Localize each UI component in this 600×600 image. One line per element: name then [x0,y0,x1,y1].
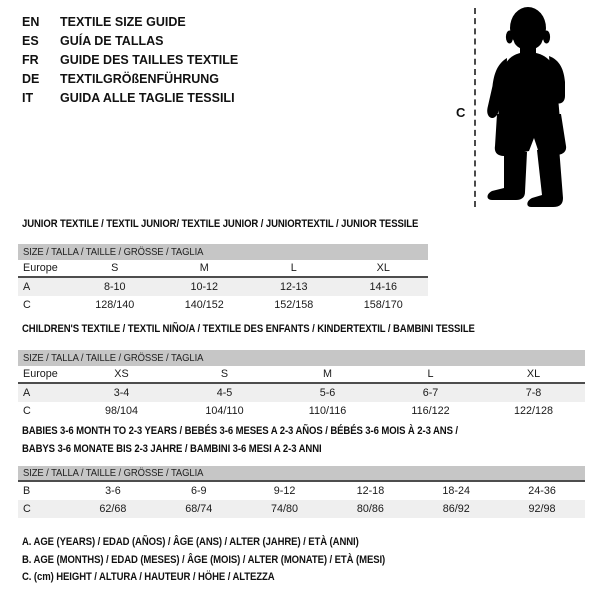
height-cell: 116/122 [411,405,450,417]
row-label: Europe [23,262,58,274]
age-cell: 3-4 [113,387,130,399]
height-cell: 62/68 [99,503,127,515]
language-code: DE [22,72,40,87]
babies-size-table [18,466,585,518]
age-cell: 6-9 [190,485,207,497]
size-header-text: SIZE / TALLA / TAILLE / GRÖSSE / TAGLIA [23,246,204,258]
size-cell: M [199,262,209,274]
age-cell: 5-6 [319,387,336,399]
language-row-fr [22,50,238,69]
language-row-en [22,12,238,31]
height-cell: 92/98 [528,503,556,515]
table-row-age [18,278,428,296]
footnote-text: C. (cm) HEIGHT / ALTURA / HAUTEUR / HÖHE / ALTEZZA [22,571,275,583]
row-label: A [23,281,31,293]
children-size-table [18,350,585,420]
section-heading-babies [22,422,506,458]
language-code: FR [22,52,39,67]
age-cell: 9-12 [273,485,296,497]
size-cell: XL [526,368,541,380]
size-cell: XL [376,262,390,274]
height-cell: 152/158 [274,299,314,311]
size-cell: L [427,368,434,380]
language-title: GUIDA ALLE TAGLIE TESSILI [60,91,235,106]
language-row-it [22,89,238,108]
height-cell: 110/116 [308,405,347,417]
age-cell: 18-24 [442,485,471,497]
height-cell: 158/170 [363,299,403,311]
size-header-text: SIZE / TALLA / TAILLE / GRÖSSE / TAGLIA [23,352,204,364]
toddler-silhouette-icon [482,0,600,210]
section-heading-junior [22,215,462,233]
size-cell: XS [114,368,129,380]
age-cell: 6-7 [422,387,439,399]
language-code: EN [22,14,40,29]
language-title: TEXTILGRÖßENFÜHRUNG [60,72,220,87]
age-cell: 3-6 [105,485,121,497]
heading-text: JUNIOR TEXTILE / TEXTIL JUNIOR/ TEXTILE JUNIOR / JUNIORTEXTIL / JUNIOR TESSILE [22,218,419,230]
height-cell: 80/86 [356,503,384,515]
age-cell: 24-36 [528,485,556,497]
size-table-header [18,466,585,482]
table-row-height [18,500,585,518]
language-row-de [22,70,238,89]
size-cell: S [220,368,229,380]
age-cell: 4-5 [216,387,233,399]
row-label: B [23,485,31,497]
language-title: GUÍA DE TALLAS [60,33,164,48]
size-header-text: SIZE / TALLA / TAILLE / GRÖSSE / TAGLIA [23,467,204,479]
language-list [22,12,238,108]
row-label: Europe [23,368,58,380]
age-cell: 12-18 [356,485,385,497]
height-cell: 128/140 [95,299,135,311]
size-cell: L [290,262,297,274]
heading-text: BABYS 3-6 MONATE BIS 2-3 JAHRE / BAMBINI 3-6 MESI A 2-3 ANNI [22,443,322,455]
row-label: A [23,387,31,399]
height-dashed-line [474,8,476,207]
table-row-height [18,296,428,314]
size-table-header [18,350,585,366]
age-cell: 12-13 [279,281,308,293]
junior-size-table [18,244,428,314]
table-row-europe [18,260,428,278]
height-cell: 104/110 [205,405,244,417]
height-cell: 140/152 [184,299,224,311]
height-cell: 122/128 [513,405,554,417]
footnote-height-cm [22,569,426,587]
height-cell: 98/104 [104,405,139,417]
footnote-age-months [22,552,426,570]
age-cell: 8-10 [103,281,126,293]
size-cell: S [111,262,119,274]
heading-text: BABIES 3-6 MONTH TO 2-3 YEARS / BEBÉS 3-6 MESES A 2-3 AÑOS / BÉBÉS 3-6 MOIS À 2-3 ANS / [22,425,458,437]
language-code: ES [22,33,39,48]
table-row-age-months [18,482,585,500]
row-label: C [23,299,31,311]
footnote-text: A. AGE (YEARS) / EDAD (AÑOS) / ÂGE (ANS) / ALTER (JAHRE) / ETÀ (ANNI) [22,536,359,548]
footnotes [22,534,426,587]
size-table-header [18,244,428,260]
row-label: C [23,405,31,417]
footnote-text: B. AGE (MONTHS) / EDAD (MESES) / ÂGE (MOIS) / ALTER (MONATE) / ETÀ (MESI) [22,553,386,566]
footnote-age-years [22,534,426,552]
section-heading-children [22,320,525,338]
table-row-europe [18,366,585,384]
height-measure-label: C [456,105,466,120]
height-cell: 68/74 [185,503,213,515]
table-row-height [18,402,585,420]
row-label: C [23,503,31,515]
age-cell: 14-16 [369,281,398,293]
language-title: GUIDE DES TAILLES TEXTILE [60,52,239,67]
language-row-es [22,31,238,50]
language-code: IT [22,91,34,106]
age-cell: 10-12 [190,281,219,293]
height-cell: 74/80 [271,503,299,515]
height-cell: 86/92 [442,503,470,515]
heading-text: CHILDREN'S TEXTILE / TEXTIL NIÑO/A / TEXTILE DES ENFANTS / KINDERTEXTIL / BAMBINI TESSILE [22,323,475,335]
language-title: TEXTILE SIZE GUIDE [60,14,186,29]
table-row-age [18,384,585,402]
size-cell: M [323,368,332,380]
age-cell: 7-8 [525,387,542,399]
